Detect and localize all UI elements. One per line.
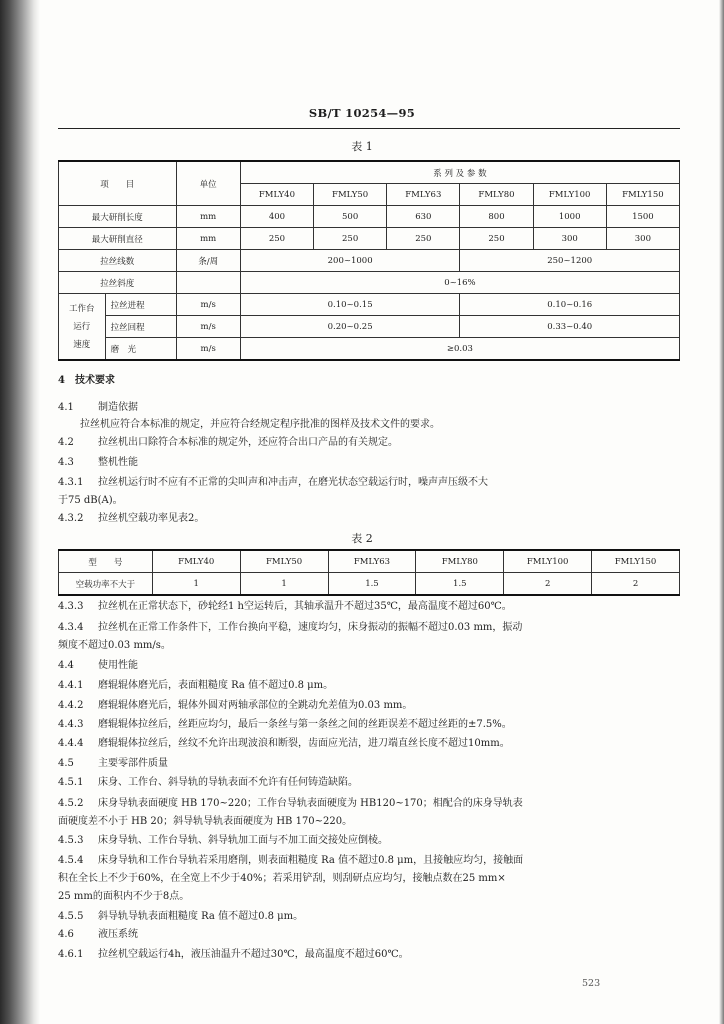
clause-text: 拉丝机在正常工作条件下，工作台换向平稳，速度均匀，床身振动的振幅不超过0.03 mm，振动	[98, 622, 523, 633]
t1-row-name: 磨 光	[105, 338, 176, 361]
t1-row-unit	[176, 272, 240, 294]
clause-number: 4.5.1	[58, 777, 84, 788]
t2-head: FMLY150	[592, 550, 680, 573]
clause-4-3-1	[58, 476, 688, 490]
clause-number: 4.4.1	[58, 680, 84, 691]
t1-head-item: 项 目	[59, 161, 177, 206]
clause-4-3-4	[58, 621, 688, 635]
clause-number: 4.1	[58, 402, 74, 413]
t1-row-name: 最大研削直径	[59, 228, 177, 250]
clause-4-5-1	[58, 776, 688, 790]
table1	[58, 160, 680, 361]
t1-row-unit: mm	[176, 206, 240, 228]
clause-4-5-3	[58, 834, 688, 848]
clause-4-3	[58, 456, 688, 470]
table2	[58, 549, 680, 596]
clause-number: 4.5	[58, 758, 74, 769]
table1-caption: 表 1	[351, 140, 373, 153]
t1-model: FMLY80	[460, 184, 533, 206]
t1-group-label-line: 工作台	[69, 303, 95, 314]
clause-text: 磨辊辊体拉丝后，丝纹不允许出现波浪和断裂，齿面应光洁，进刀端直丝长度不超过10mm。	[98, 738, 510, 749]
t2-head: FMLY80	[416, 550, 504, 573]
clause-number: 4.5.2	[58, 798, 84, 809]
clause-text: 拉丝机在正常状态下，砂轮经1 h空运转后，其轴承温升不超过35℃，最高温度不超过60℃。	[98, 601, 512, 612]
t1-row-unit: m/s	[176, 316, 240, 338]
t2-row	[59, 573, 680, 596]
t1-cell: 300	[606, 228, 679, 250]
t1-row	[59, 338, 680, 361]
clause-text: 床身导轨和工作台导轨若采用磨削，则表面粗糙度 Ra 值不超过0.8 μm，且接触应均匀，接触面	[98, 855, 524, 866]
section-4-heading: 4 技术要求	[58, 375, 115, 386]
t1-model: FMLY40	[240, 184, 313, 206]
clause-4-6-1	[58, 948, 688, 962]
clause-text: 斜导轨导轨表面粗糙度 Ra 值不超过0.8 μm。	[98, 911, 304, 922]
clause-4-5-2-cont: 面硬度差不小于 HB 20；斜导轨导轨表面硬度为 HB 170~220。	[58, 816, 353, 827]
clause-4-3-1-cont: 于75 dB(A)。	[58, 495, 123, 506]
clause-4-5-5	[58, 910, 688, 924]
clause-text: 磨辊辊体拉丝后，丝距应均匀，最后一条丝与第一条丝之间的丝距误差不超过丝距的±7.5%。	[98, 719, 512, 730]
t2-head: FMLY50	[240, 550, 328, 573]
header-rule	[58, 128, 680, 129]
clause-number: 4.3	[58, 457, 74, 468]
t1-cell-span: 0.10~0.15	[240, 294, 460, 316]
clause-4-1	[58, 401, 688, 415]
t1-model: FMLY150	[606, 184, 679, 206]
t1-group-label-line: 速度	[73, 339, 91, 350]
t1-cell-span: 0.33~0.40	[460, 316, 680, 338]
clause-4-5-4-cont: 积在全长上不少于60%，在全宽上不少于40%；若采用铲刮，则刮研点应均匀，接触点数在25 mm×	[58, 873, 506, 884]
clause-number: 4.6	[58, 929, 74, 940]
t1-cell: 300	[533, 228, 606, 250]
clause-4-4-4	[58, 737, 688, 751]
clause-4-4-2	[58, 699, 688, 713]
t2-head: FMLY63	[328, 550, 416, 573]
clause-number: 4.6.1	[58, 949, 84, 960]
clause-4-4	[58, 659, 688, 673]
t1-group-label	[59, 294, 106, 361]
page-number: 523	[582, 978, 601, 989]
t1-cell: 250	[460, 228, 533, 250]
t1-row	[59, 250, 680, 272]
t1-model: FMLY100	[533, 184, 606, 206]
clause-4-6	[58, 928, 688, 942]
clause-text: 床身、工作台、斜导轨的导轨表面不允许有任何铸造缺陷。	[98, 777, 358, 788]
clause-number: 4.4.3	[58, 719, 84, 730]
clause-title: 液压系统	[98, 929, 138, 940]
clause-number: 4.5.5	[58, 911, 84, 922]
t1-cell-span: 0.10~0.16	[460, 294, 680, 316]
clause-number: 4.3.3	[58, 601, 84, 612]
clause-number: 4.4.4	[58, 738, 84, 749]
t1-row-unit: 条/周	[176, 250, 240, 272]
clause-number: 4.3.2	[58, 513, 84, 524]
clause-4-5-4	[58, 854, 688, 868]
clause-4-4-1	[58, 679, 688, 693]
t1-cell-span: 0~16%	[240, 272, 679, 294]
clause-text: 拉丝机运行时不应有不正常的尖叫声和冲击声，在磨光状态空载运行时，噪声声压级不大	[98, 477, 488, 488]
clause-number: 4.5.4	[58, 855, 84, 866]
t2-cell: 1	[152, 573, 240, 596]
t1-cell: 250	[387, 228, 460, 250]
t1-head-series: 系 列 及 参 数	[240, 161, 679, 184]
t1-row-name: 最大研削长度	[59, 206, 177, 228]
t1-row	[59, 272, 680, 294]
t2-cell: 1.5	[416, 573, 504, 596]
t1-row-unit: mm	[176, 228, 240, 250]
clause-4-2	[58, 436, 688, 450]
t1-cell: 250	[314, 228, 387, 250]
clause-text: 拉丝机空载功率见表2。	[98, 513, 205, 524]
clause-title: 使用性能	[98, 660, 138, 671]
clause-text: 床身导轨、工作台导轨、斜导轨加工面与不加工面交接处应倒棱。	[98, 835, 388, 846]
t1-cell: 250	[240, 228, 313, 250]
t1-row-name: 拉丝进程	[105, 294, 176, 316]
t2-cell: 1.5	[328, 573, 416, 596]
t1-cell-span: 0.20~0.25	[240, 316, 460, 338]
t1-cell: 800	[460, 206, 533, 228]
clause-title: 制造依据	[98, 402, 138, 413]
clause-4-1-text: 拉丝机应符合本标准的规定，并应符合经规定程序批准的图样及技术文件的要求。	[80, 419, 440, 430]
t1-row-name: 拉丝斜度	[59, 272, 177, 294]
clause-text: 拉丝机出口除符合本标准的规定外，还应符合出口产品的有关规定。	[98, 437, 398, 448]
t1-model: FMLY50	[314, 184, 387, 206]
t2-head: 型 号	[59, 550, 153, 573]
t1-cell: 1000	[533, 206, 606, 228]
clause-4-5-4-cont: 25 mm的面积内不少于8点。	[58, 891, 190, 902]
clause-4-4-3	[58, 718, 688, 732]
t2-cell: 2	[504, 573, 592, 596]
t1-cell: 630	[387, 206, 460, 228]
table2-caption: 表 2	[351, 532, 373, 545]
clause-4-5	[58, 757, 688, 771]
t1-row-unit: m/s	[176, 338, 240, 361]
t2-cell: 1	[240, 573, 328, 596]
standard-header: SB/T 10254—95	[308, 106, 416, 120]
t2-cell: 2	[592, 573, 680, 596]
t2-cell: 空载功率不大于	[59, 573, 153, 596]
t1-cell: 400	[240, 206, 313, 228]
clause-number: 4.2	[58, 437, 74, 448]
t2-head: FMLY100	[504, 550, 592, 573]
t1-row-unit: m/s	[176, 294, 240, 316]
t1-cell-span: 250~1200	[460, 250, 680, 272]
t1-cell-span: ≥0.03	[240, 338, 679, 361]
clause-number: 4.3.1	[58, 477, 84, 488]
t1-head-unit: 单位	[176, 161, 240, 206]
clause-number: 4.5.3	[58, 835, 84, 846]
t1-row	[59, 316, 680, 338]
clause-title: 整机性能	[98, 457, 138, 468]
t1-row-name: 拉丝回程	[105, 316, 176, 338]
t1-model: FMLY63	[387, 184, 460, 206]
clause-4-3-3	[58, 600, 688, 614]
t1-row	[59, 228, 680, 250]
t1-row	[59, 206, 680, 228]
clause-text: 拉丝机空载运行4h，液压油温升不超过30℃，最高温度不超过60℃。	[98, 949, 409, 960]
clause-text: 床身导轨表面硬度 HB 170~220；工作台导轨表面硬度为 HB120~170；相配合的床身导轨表	[98, 798, 523, 809]
t1-cell: 500	[314, 206, 387, 228]
clause-4-3-2	[58, 512, 688, 526]
t1-row-name: 拉丝线数	[59, 250, 177, 272]
clause-text: 磨辊辊体磨光后，辊体外圆对两轴承部位的全跳动允差值为0.03 mm。	[98, 700, 413, 711]
t1-cell-span: 200~1000	[240, 250, 460, 272]
clause-number: 4.4	[58, 660, 74, 671]
t1-cell: 1500	[606, 206, 679, 228]
clause-number: 4.4.2	[58, 700, 84, 711]
t1-row	[59, 294, 680, 316]
clause-number: 4.3.4	[58, 622, 84, 633]
clause-4-3-4-cont: 频度不超过0.03 mm/s。	[58, 640, 171, 651]
clause-text: 磨辊辊体磨光后，表面粗糙度 Ra 值不超过0.8 μm。	[98, 680, 334, 691]
t2-head: FMLY40	[152, 550, 240, 573]
clause-4-5-2	[58, 797, 688, 811]
clause-title: 主要零部件质量	[98, 758, 168, 769]
t1-group-label-line: 运行	[73, 321, 91, 332]
